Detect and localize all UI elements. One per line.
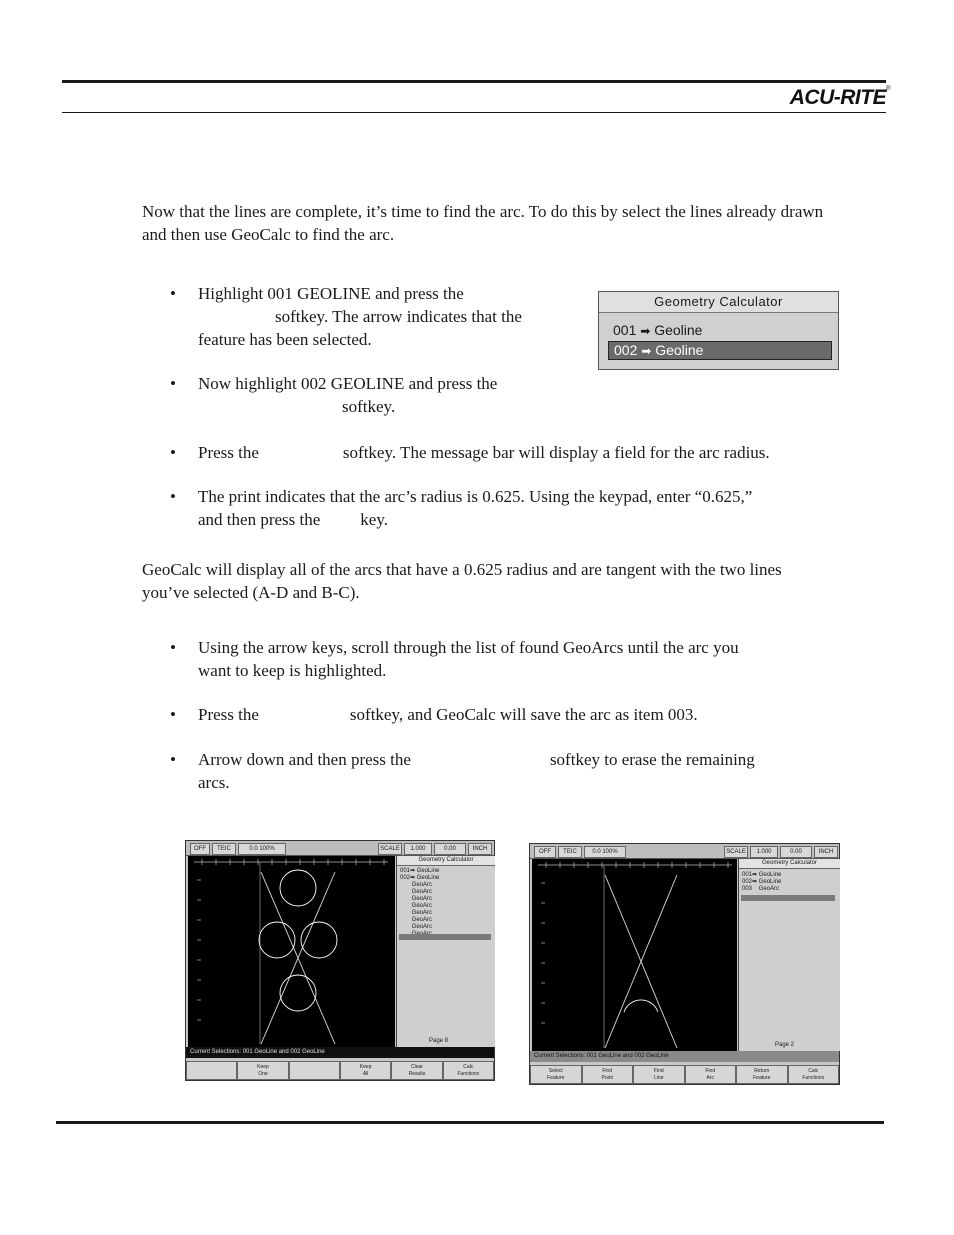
screen-top-bar	[530, 844, 839, 859]
registered-mark: ®	[886, 86, 890, 92]
geometry-drawing	[188, 856, 395, 1047]
feature-list[interactable]: 001➡ GeoLine 002➡ GeoLine GeoArc GeoArc GeoArc GeoArc GeoArc GeoArc GeoArc	[400, 868, 440, 930]
bullet: •	[170, 374, 176, 393]
bullet: •	[170, 705, 176, 724]
step-line: softkey to erase the remaining	[549, 750, 755, 769]
highlight-row	[399, 934, 491, 940]
softkey-return-feature[interactable]: Return Feature	[736, 1065, 788, 1084]
step-text	[198, 636, 739, 682]
ruler-top	[538, 862, 732, 868]
step-line: Using the arrow keys, scroll through the list of found GeoArcs until the arc you	[198, 638, 739, 657]
top-button: OFF	[534, 846, 556, 858]
top-button: 0.00	[434, 843, 466, 855]
top-button: INCH	[814, 846, 838, 858]
highlight-row	[741, 895, 835, 901]
softkey-calc-functions[interactable]: Calc Functions	[443, 1061, 494, 1080]
step-line: arcs.	[198, 773, 230, 792]
bullet: •	[170, 443, 176, 462]
drawing-canvas	[188, 856, 395, 1047]
step-keep-one	[170, 703, 850, 727]
step-text	[198, 703, 698, 726]
softkey-calc-functions[interactable]: Calc Functions	[788, 1065, 840, 1084]
step-text	[198, 485, 752, 531]
top-button: 0.0 100%	[584, 846, 626, 858]
brand-logo	[790, 86, 890, 110]
message-bar: Current Selections: 001 GeoLine and 002 GeoLine	[186, 1047, 494, 1058]
softkey-blank-2[interactable]	[289, 1061, 340, 1080]
step-line: softkey, and GeoCalc will save the arc as item 003.	[349, 705, 698, 724]
feature-list[interactable]: 001➡ GeoLine 002➡ GeoLine 003 GeoArc	[742, 872, 782, 892]
screen-top-bar	[186, 841, 494, 856]
geo-list-item-001[interactable]	[608, 322, 830, 339]
item-name: Geoline	[655, 342, 704, 358]
top-button: 1.000	[404, 843, 432, 855]
ruler-top	[194, 859, 388, 865]
screen-capture-arcs-found	[185, 840, 495, 1081]
top-button: SCALE	[724, 846, 748, 858]
top-button: 0.00	[780, 846, 812, 858]
geo-list-item-002[interactable]	[608, 341, 832, 360]
bullet: •	[170, 284, 176, 303]
ruler-left	[541, 883, 545, 1023]
step-text	[198, 282, 522, 351]
top-button: TEIC	[558, 846, 582, 858]
step-line: softkey. The arrow indicates that the	[275, 307, 522, 326]
panel-title: Geometry Calculator	[397, 856, 495, 866]
step-line: softkey.	[342, 397, 396, 416]
softkey-find-line[interactable]: Find Line	[633, 1065, 685, 1084]
top-button: 0.0 100%	[238, 843, 286, 855]
step-line: key.	[360, 510, 388, 529]
softkey-keep-one[interactable]: Keep One	[237, 1061, 288, 1080]
step-line: Press the	[198, 443, 259, 462]
step-press-find-arc	[170, 441, 850, 465]
softkey-bar	[186, 1061, 494, 1080]
softkey-select-feature[interactable]: Select Feature	[530, 1065, 582, 1084]
page-indicator: Page 2	[775, 1042, 795, 1048]
step-text	[198, 372, 497, 418]
panel-title: Geometry Calculator	[739, 859, 840, 869]
header-rule-top	[62, 80, 886, 83]
geometry-calculator-title: Geometry Calculator	[599, 292, 838, 313]
screen-capture-arc-saved	[529, 843, 840, 1085]
geoarc-candidate	[259, 922, 295, 958]
selected-arrow-icon: ➡	[640, 324, 651, 338]
step-line: and then press the	[198, 510, 321, 529]
step-clear-results	[170, 748, 850, 794]
step-line: The print indicates that the arc’s radius is 0.625. Using the keypad, enter “0.625,”	[198, 487, 753, 506]
softkey-blank-1[interactable]	[186, 1061, 237, 1080]
step-line: Highlight 001 GEOLINE and press the	[198, 284, 464, 303]
step-enter-radius	[170, 485, 850, 531]
step-line: Arrow down and then press the	[198, 750, 411, 769]
top-button: TEIC	[212, 843, 236, 855]
step-highlight-001	[170, 282, 590, 352]
geocalc-paragraph: GeoCalc will display all of the arcs that have a 0.625 radius and are tangent with the two lines you’ve selected (A-D and B-C).	[142, 560, 782, 602]
logo-text: ACU-RITE	[789, 86, 887, 109]
softkey-bar	[530, 1065, 839, 1084]
message-bar: Current Selections: 001 GeoLine and 002 GeoLine	[530, 1051, 839, 1062]
item-name: Geoline	[654, 322, 703, 338]
intro-paragraph: Now that the lines are complete, it’s time to find the arc. To do this by select the lines already drawn and then use GeoCalc to find the arc.	[142, 202, 824, 244]
geometry-calculator-panel	[396, 856, 495, 1047]
geometry-calculator-inset	[598, 291, 839, 370]
top-button: OFF	[190, 843, 210, 855]
top-button: SCALE	[378, 843, 402, 855]
step-line: want to keep is highlighted.	[198, 661, 387, 680]
softkey-keep-all[interactable]: Keep All	[340, 1061, 391, 1080]
softkey-find-arc[interactable]: Find Arc	[685, 1065, 737, 1084]
softkey-clear-results[interactable]: Clear Results	[391, 1061, 442, 1080]
footer-rule	[56, 1121, 884, 1124]
selected-arrow-icon: ➡	[641, 344, 652, 358]
step-text	[198, 441, 770, 464]
step-scroll-geoarcs	[170, 636, 850, 682]
bullet: •	[170, 638, 176, 657]
step-line: Now highlight 002 GEOLINE and press the	[198, 374, 498, 393]
drawing-canvas	[532, 859, 737, 1051]
bullet: •	[170, 750, 176, 769]
top-button: 1.000	[750, 846, 778, 858]
step-highlight-002	[170, 372, 590, 418]
geometry-drawing	[532, 859, 737, 1051]
ruler-left	[197, 880, 201, 1020]
step-text	[198, 748, 755, 794]
header-rule-bottom	[62, 112, 886, 113]
item-number: 001	[613, 322, 637, 338]
geoarc-candidate	[301, 922, 337, 958]
geoarc-candidate	[280, 975, 316, 1011]
geoarc-003	[624, 1000, 658, 1012]
geometry-calculator-panel	[738, 859, 840, 1051]
geoarc-candidate	[280, 870, 316, 906]
bullet: •	[170, 487, 176, 506]
top-button: INCH	[468, 843, 492, 855]
item-number: 002	[614, 342, 638, 358]
step-line: softkey. The message bar will display a field for the arc radius.	[342, 443, 770, 462]
step-line: feature has been selected.	[198, 330, 372, 349]
step-line: Press the	[198, 705, 259, 724]
page-indicator: Page 8	[429, 1038, 449, 1044]
softkey-find-point[interactable]: Find Point	[582, 1065, 634, 1084]
